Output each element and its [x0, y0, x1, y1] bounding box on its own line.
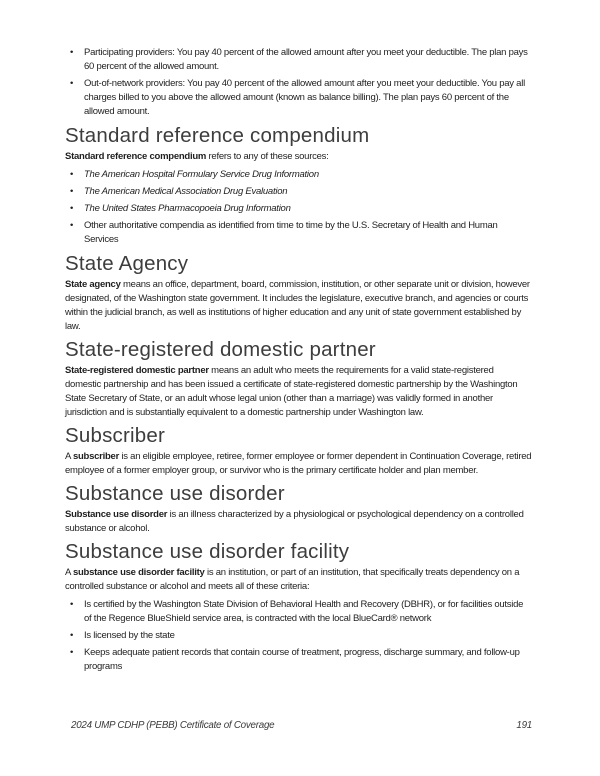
paragraph: [65, 508, 532, 536]
section-heading: Substance use disorder: [65, 482, 285, 505]
text-run: Substance use disorder: [65, 509, 168, 520]
bullet-item: [84, 185, 532, 199]
text-run: The United States Pharmacopoeia Drug Information: [84, 203, 291, 214]
section: [65, 424, 532, 478]
text-run: Is certified by the Washington State Division of Behavioral Health and Recovery (DBHR), or for facilities outside of the Regence BlueShield service area, is contracted with the local BlueCard® network: [84, 599, 524, 624]
paragraph: [65, 566, 532, 594]
bullet-item: [84, 629, 532, 643]
bullet-item: [84, 202, 532, 216]
paragraph: [65, 364, 532, 420]
section-heading: Substance use disorder facility: [65, 540, 350, 563]
text-run: means an adult who meets the requirements for a valid state-registered domestic partnership and has been issued a certificate of state-registered domestic partnership by the Washington State Secretary of State, or an adult whose legal union (other than a marriage) was validly formed in another jurisdiction and is substantially equivalent to a domestic partnership under Washington law.: [65, 365, 518, 418]
content: [65, 46, 532, 674]
section: [65, 46, 532, 119]
section: [65, 252, 532, 334]
bullet-item: [84, 646, 532, 674]
text-run: refers to any of these sources:: [206, 151, 329, 162]
text-run: Keeps adequate patient records that contain course of treatment, progress, discharge summary, and follow-up programs: [84, 647, 520, 672]
text-run: Participating providers: You pay 40 percent of the allowed amount after you meet your deductible. The plan pays 60 percent of the allowed amount.: [84, 47, 528, 72]
section: [65, 338, 532, 420]
text-run: A: [65, 451, 73, 462]
paragraph: [65, 450, 532, 478]
bullet-item: [84, 46, 532, 74]
section-heading: Subscriber: [65, 424, 165, 447]
bullet-list: [65, 598, 532, 674]
text-run: Is licensed by the state: [84, 630, 175, 641]
text-run: The American Medical Association Drug Evaluation: [84, 186, 288, 197]
text-run: Standard reference compendium: [65, 151, 207, 162]
text-run: is an institution, or part of an institution, that specifically treats dependency on a controlled substance or alcohol and meets all of these criteria:: [65, 567, 520, 592]
bullet-item: [84, 598, 532, 626]
text-run: Other authoritative compendia as identified from time to time by the U.S. Secretary of Health and Human Services: [84, 220, 498, 245]
section: [65, 124, 532, 247]
bullet-item: [84, 168, 532, 182]
text-run: is an illness characterized by a physiological or psychological dependency on a controlled substance or alcohol.: [65, 509, 524, 534]
bullet-item: [84, 219, 532, 247]
bullet-list: [65, 46, 532, 119]
section-heading: State Agency: [65, 252, 189, 275]
section: [65, 482, 532, 536]
bullet-list: [65, 168, 532, 247]
page-footer: [71, 719, 532, 733]
text-run: State agency: [65, 279, 121, 290]
paragraph: [65, 150, 532, 164]
section: [65, 540, 532, 674]
text-run: means an office, department, board, commission, institution, or other separate unit or division, however designated, of the Washington state government. It includes the legislature, executive branch, and agencies or courts within the judicial branch, as well as institutions of higher education and any unit of state government established by law.: [65, 279, 530, 332]
section-heading: Standard reference compendium: [65, 124, 370, 147]
text-run: Out-of-network providers: You pay 40 percent of the allowed amount after you meet your deductible. You pay all charges billed to you above the allowed amount (known as balance billing). The plan pays 60 percent of the allowed amount.: [84, 78, 525, 117]
text-run: A: [65, 567, 73, 578]
footer-document-title: 2024 UMP CDHP (PEBB) Certificate of Coverage: [71, 720, 275, 731]
text-run: substance use disorder facility: [72, 567, 205, 578]
text-run: subscriber: [72, 451, 120, 462]
text-run: is an eligible employee, retiree, former employee or former dependent in Continuation Coverage, retired employee of a former employer group, or survivor who is the primary certificate holder and plan member.: [65, 451, 532, 476]
footer-page-number: 191: [516, 720, 532, 731]
paragraph: [65, 278, 532, 334]
section-heading: State-registered domestic partner: [65, 338, 376, 361]
text-run: The American Hospital Formulary Service Drug Information: [84, 169, 319, 180]
text-run: State-registered domestic partner: [65, 365, 209, 376]
bullet-item: [84, 77, 532, 119]
